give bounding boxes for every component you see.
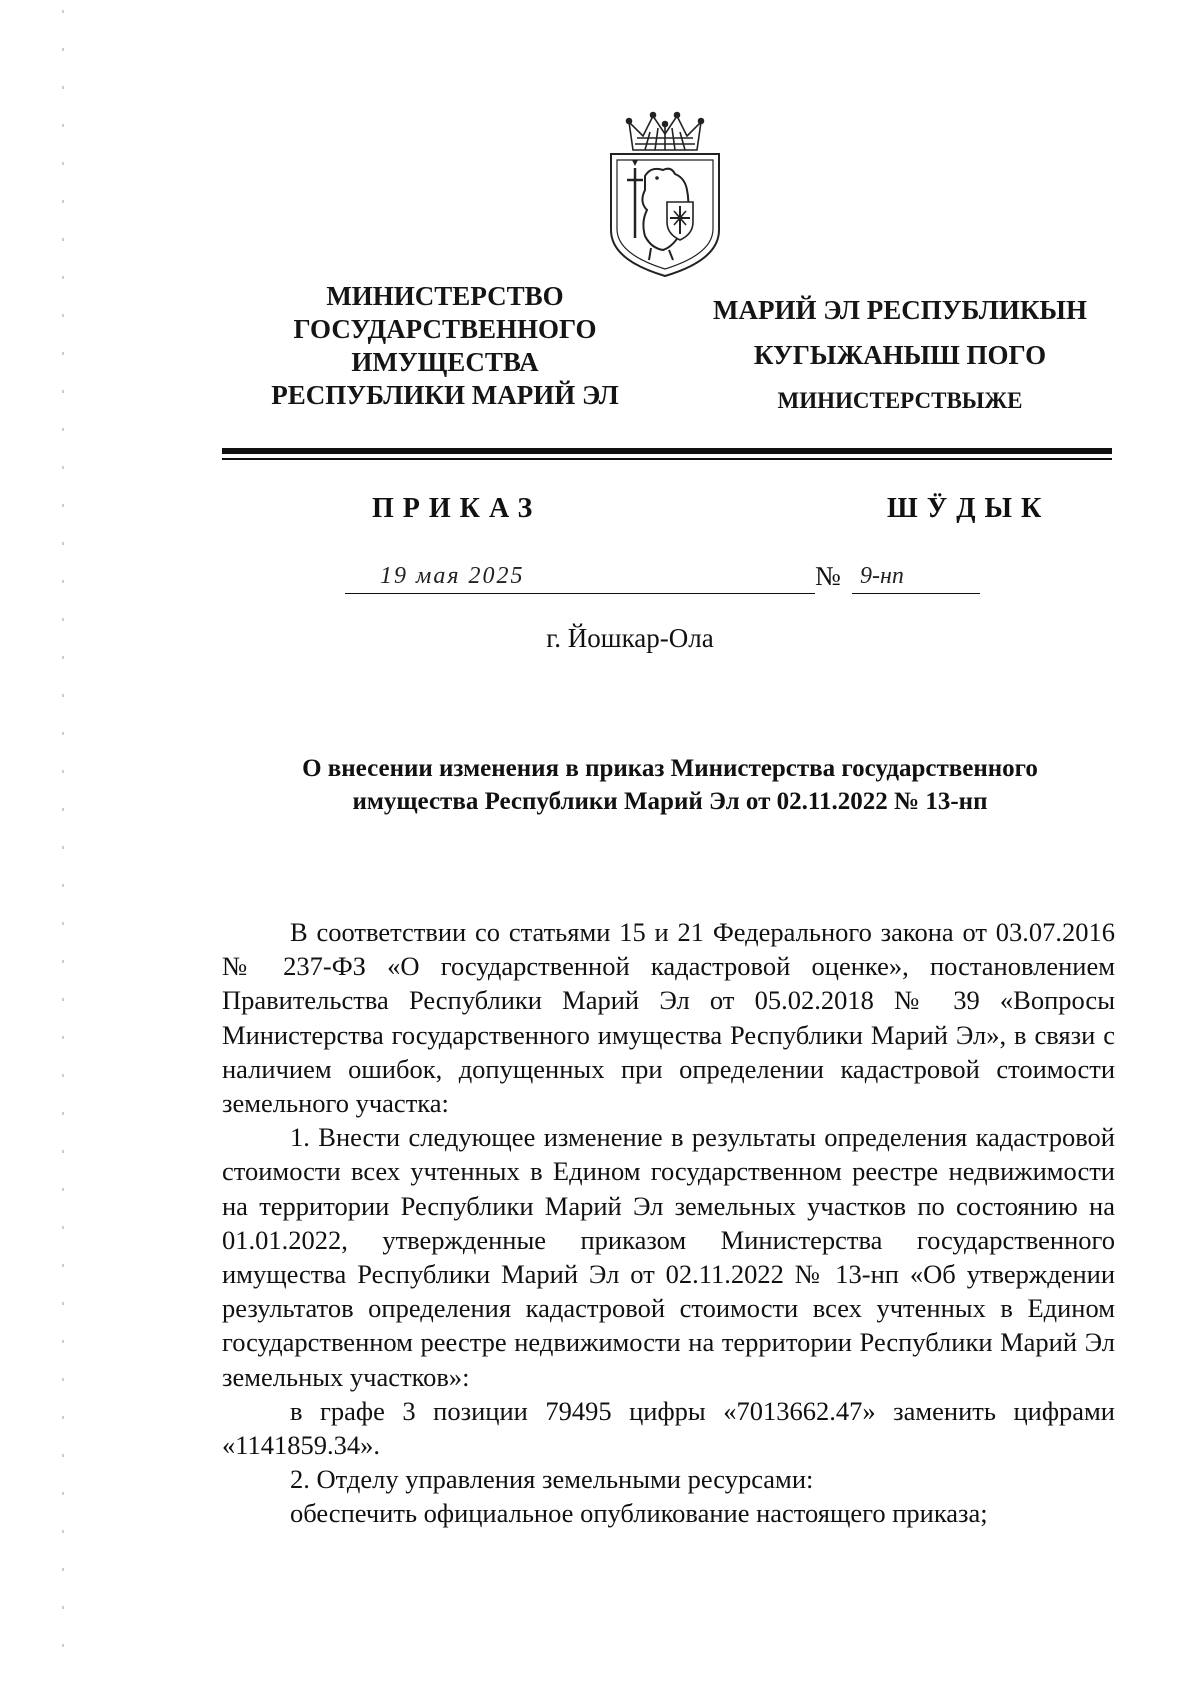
- handwritten-number: 9-нп: [860, 563, 904, 589]
- ministry-name-mari: [690, 288, 1110, 423]
- number-sign: №: [815, 561, 841, 591]
- body-paragraph: в графе 3 позиции 79495 цифры «7013662.47» заменить цифрами «1141859.34».: [222, 1395, 1115, 1461]
- header-divider-thin: [222, 458, 1112, 460]
- ministry-name-russian: [235, 280, 655, 412]
- number-underline: [852, 593, 980, 595]
- header-left-line: ГОСУДАРСТВЕННОГО: [293, 314, 597, 344]
- city-name: г. Йошкар-Ола: [546, 623, 714, 653]
- header-left-line: РЕСПУБЛИКИ МАРИЙ ЭЛ: [271, 380, 619, 410]
- body-paragraph: 1. Внести следующее изменение в результаты определения кадастровой стоимости всех учтенных в Едином государственном реестре недвижимости на территории Республики Марий Эл земельных участков по состоянию на 01.01.2022, утвержденные приказом Министерства государственного имущества Республики Марий Эл от 02.11.2022 № 13-нп «Об утверждении результатов определения кадастровой стоимости всех учтенных в Едином государственном реестре недвижимости на территории Республики Марий Эл земельных участков»:: [222, 1122, 1115, 1392]
- title-line: О внесении изменения в приказ Министерства государственного: [302, 755, 1038, 782]
- header-left-line: МИНИСТЕРСТВО: [326, 281, 564, 311]
- document-title: [230, 752, 1110, 818]
- doc-type-russian: ПРИКАЗ: [372, 493, 542, 524]
- document-body: [222, 915, 1115, 1531]
- date-number-line: [345, 560, 985, 594]
- scan-margin-marks: [62, 10, 64, 1660]
- header-right-line: МАРИЙ ЭЛ РЕСПУБЛИКЫН: [713, 295, 1087, 325]
- date-underline: [345, 593, 815, 595]
- handwritten-date: 19 мая 2025: [380, 563, 525, 589]
- body-paragraph: В соответствии со статьями 15 и 21 Федерального закона от 03.07.2016 № 237-ФЗ «О государственной кадастровой оценке», постановлением Правительства Республики Марий Эл от 05.02.2018 № 39 «Вопросы Министерства государственного имущества Республики Марий Эл», в связи с наличием ошибок, допущенных при определении кадастровой стоимости земельного участка:: [222, 917, 1115, 1119]
- title-line: имущества Республики Марий Эл от 02.11.2022 № 13-нп: [352, 788, 988, 815]
- header-right-line: КУГЫЖАНЫШ ПОГО: [753, 340, 1047, 370]
- doc-type-mari: ШӰДЫК: [887, 493, 1051, 524]
- body-paragraph: 2. Отделу управления земельными ресурсами:: [290, 1464, 814, 1495]
- body-paragraph: обеспечить официальное опубликование настоящего приказа;: [290, 1498, 988, 1529]
- header-left-line: ИМУЩЕСТВА: [351, 347, 539, 377]
- coat-of-arms-emblem: [605, 110, 725, 278]
- header-right-line: МИНИСТЕРСТВЫЖЕ: [777, 388, 1023, 413]
- header-divider-thick: [222, 448, 1112, 454]
